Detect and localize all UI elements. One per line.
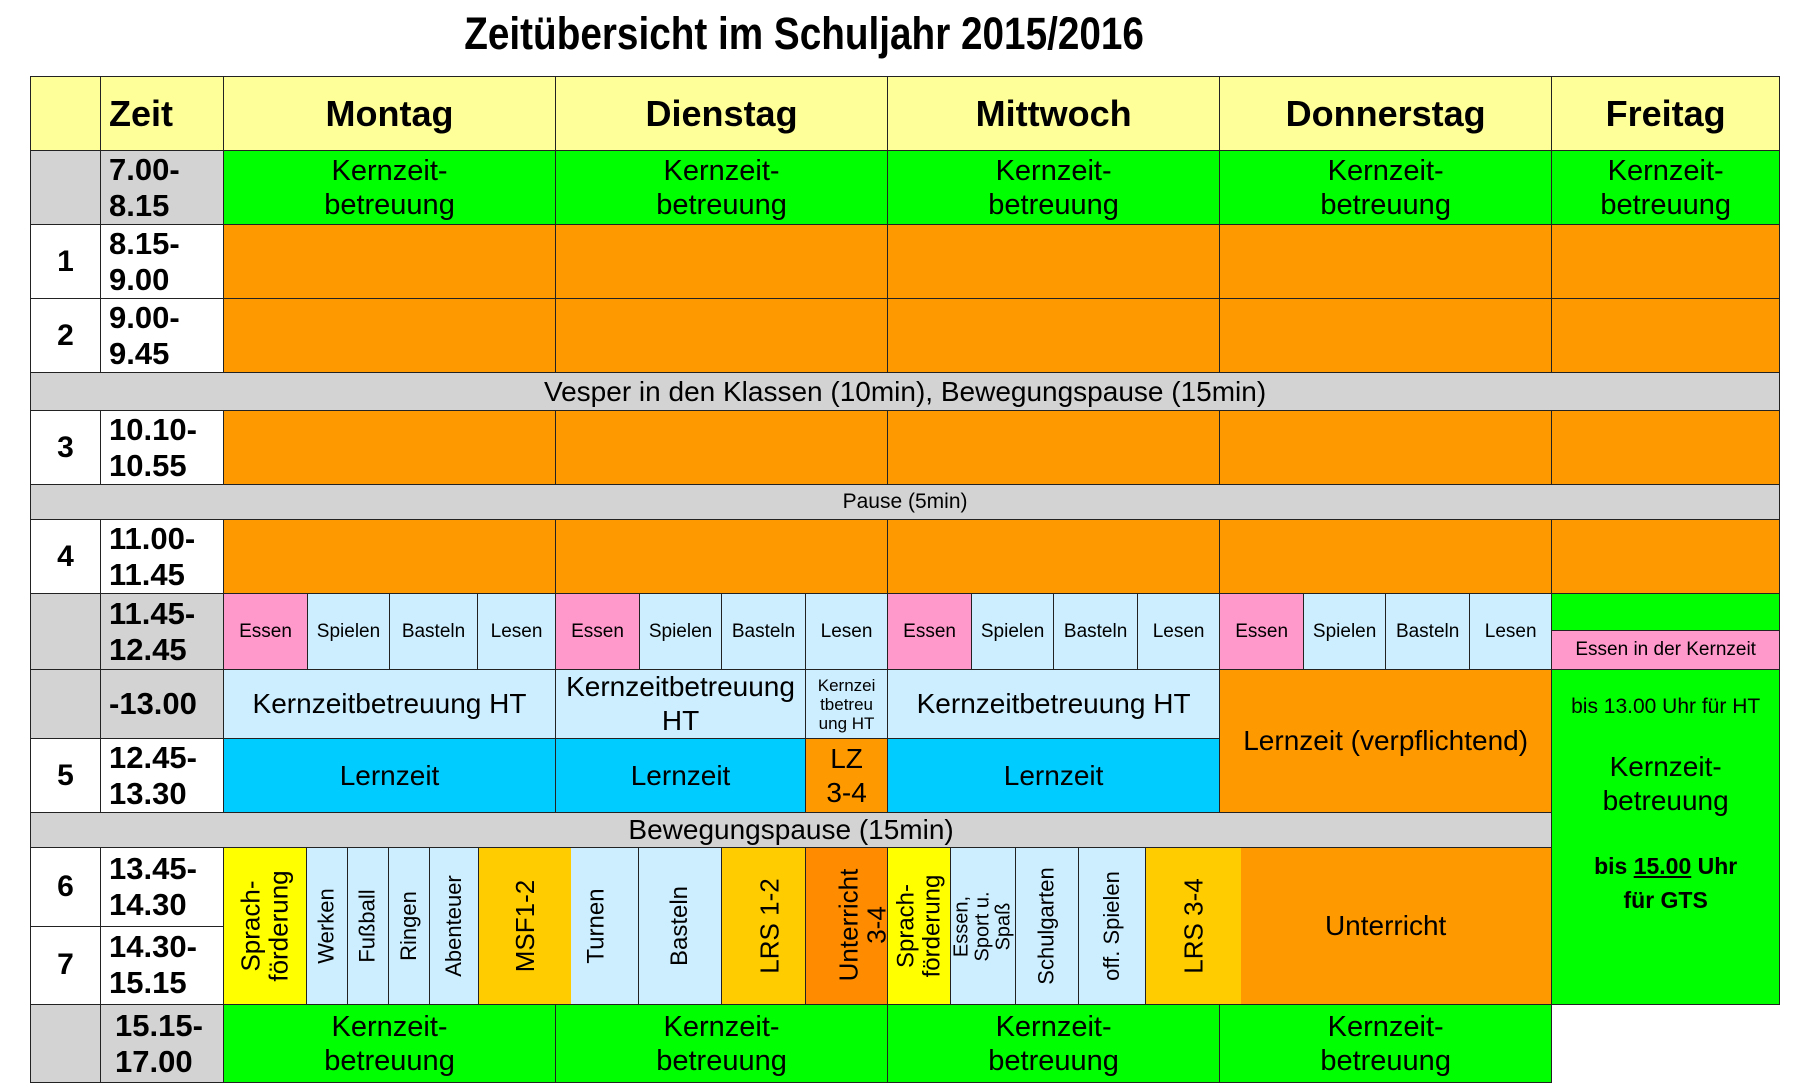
kzb-ht-mo: Kernzeitbetreuung HT (224, 670, 556, 739)
lunch-basteln: Basteln (1054, 594, 1138, 670)
lesson-cell (224, 299, 556, 373)
lunch-essen: Essen (224, 594, 308, 670)
lunch-essen: Essen (556, 594, 640, 670)
header-donnerstag: Donnerstag (1220, 77, 1552, 151)
row-15-15 (31, 1005, 1780, 1083)
row-number: 1 (31, 225, 101, 299)
kernzeit-do: Kernzeit- betreuung (1220, 151, 1552, 225)
lesson-cell (556, 411, 888, 485)
lesson-cell (224, 225, 556, 299)
lernzeit-mo: Lernzeit (224, 739, 556, 813)
mo-fussball: Fußball (348, 848, 389, 1004)
do-unterricht: Unterricht (1220, 848, 1552, 1005)
lunch-spielen: Spielen (640, 594, 722, 670)
lesson-cell (224, 520, 556, 594)
mi-sprachfoerderung: Sprach- förderung (888, 848, 951, 1004)
time-cell: 8.15- 9.00 (101, 225, 224, 299)
row-number: 7 (31, 926, 101, 1005)
row-pause (31, 485, 1780, 520)
row-bewegungspause (31, 813, 1780, 848)
lesson-cell (888, 225, 1220, 299)
kzb-ht-di: Kernzeitbetreuung HT (556, 670, 806, 739)
kzb-ht-di-small: Kernzei tbetreu ung HT (806, 670, 888, 739)
lesson-cell (888, 520, 1220, 594)
header-freitag: Freitag (1552, 77, 1780, 151)
header-montag: Montag (224, 77, 556, 151)
lesson-cell (888, 411, 1220, 485)
lunch-spielen: Spielen (308, 594, 390, 670)
row-number: 3 (31, 411, 101, 485)
row-13-00 (31, 670, 1780, 739)
pause-band: Pause (5min) (31, 485, 1780, 520)
lesson-cell (1552, 225, 1780, 299)
row-number: 5 (31, 739, 101, 813)
lunch-essen: Essen (888, 594, 972, 670)
row-number (31, 151, 101, 225)
di-basteln: Basteln (666, 885, 694, 967)
page-title: Zeitübersicht im Schuljahr 2015/2016 (464, 8, 1144, 59)
vesper-band: Vesper in den Klassen (10min), Bewegungspause (15min) (31, 373, 1780, 411)
lesson-cell (224, 411, 556, 485)
lesson-cell (556, 520, 888, 594)
time-cell: 10.10- 10.55 (101, 411, 224, 485)
lesson-cell (556, 225, 888, 299)
lunch-basteln: Basteln (722, 594, 806, 670)
kzb-ht-mi: Kernzeitbetreuung HT (888, 670, 1220, 739)
freitag-essen: Essen in der Kernzeit (1552, 631, 1779, 669)
lernzeit-di: Lernzeit (556, 739, 806, 813)
lunch-basteln: Basteln (390, 594, 478, 670)
mo-msf: MSF1-2 (479, 848, 571, 1004)
row-vesper (31, 373, 1780, 411)
row-lesson-1 (31, 225, 1780, 299)
row-number (31, 594, 101, 670)
lesson-cell (556, 299, 888, 373)
kernzeit-mi: Kernzeit- betreuung (888, 151, 1220, 225)
header-dienstag: Dienstag (556, 77, 888, 151)
time-cell: 11.45- 12.45 (101, 594, 224, 670)
lz-3-4: LZ 3-4 (806, 739, 888, 813)
row-number (31, 1005, 101, 1083)
kernzeit-di-pm: Kernzeit- betreuung (556, 1005, 888, 1083)
lunch-lesen: Lesen (1470, 594, 1552, 670)
di-turnen-basteln (556, 848, 722, 1005)
time-cell: 9.00- 9.45 (101, 299, 224, 373)
time-cell: 14.30- 15.15 (101, 926, 224, 1005)
lunch-lesen: Lesen (1138, 594, 1220, 670)
kernzeit-fr: Kernzeit- betreuung (1552, 151, 1780, 225)
time-cell: 13.45- 14.30 (101, 848, 224, 927)
empty-cell (1552, 1005, 1780, 1083)
kernzeit-mo: Kernzeit- betreuung (224, 151, 556, 225)
lunch-essen: Essen (1220, 594, 1304, 670)
mi-offene-spielen: off. Spielen (1079, 848, 1146, 1004)
mo-afternoon (224, 848, 556, 1005)
mo-werken: Werken (307, 848, 348, 1004)
lesson-cell (1220, 411, 1552, 485)
lunch-lesen: Lesen (478, 594, 556, 670)
bewegungspause-band: Bewegungspause (15min) (31, 813, 1552, 848)
row-lesson-3 (31, 411, 1780, 485)
time-cell: -13.00 (101, 670, 224, 739)
time-cell: 7.00- 8.15 (101, 151, 224, 225)
time-cell: 12.45- 13.30 (101, 739, 224, 813)
lesson-cell (1552, 411, 1780, 485)
header-mittwoch: Mittwoch (888, 77, 1220, 151)
time-cell: 11.00- 11.45 (101, 520, 224, 594)
lernzeit-mi: Lernzeit (888, 739, 1220, 813)
lunch-lesen: Lesen (806, 594, 888, 670)
mi-afternoon (888, 848, 1220, 1005)
di-lrs-1-2: LRS 1-2 (722, 848, 806, 1005)
header-row (31, 77, 1780, 151)
freitag-afternoon: bis 13.00 Uhr für HT Kernzeit- betreuung bis 15.00 Uhr für GTS (1552, 670, 1780, 1005)
lunch-spielen: Spielen (1304, 594, 1386, 670)
header-zeit: Zeit (101, 77, 224, 151)
mi-lrs-3-4: LRS 3-4 (1146, 848, 1241, 1004)
mo-sprachfoerderung: Sprach- förderung (224, 848, 307, 1004)
kernzeit-do-pm: Kernzeit- betreuung (1220, 1005, 1552, 1083)
mo-ringen: Ringen (389, 848, 430, 1004)
row-7-00 (31, 151, 1780, 225)
schedule-table (30, 76, 1780, 1083)
mi-schulgarten: Schulgarten (1016, 848, 1079, 1004)
row-lunch (31, 594, 1780, 670)
lesson-cell (1220, 225, 1552, 299)
row-number (31, 670, 101, 739)
lesson-cell (1552, 520, 1780, 594)
kernzeit-mo-pm: Kernzeit- betreuung (224, 1005, 556, 1083)
kernzeit-mi-pm: Kernzeit- betreuung (888, 1005, 1220, 1083)
lesson-cell (1220, 299, 1552, 373)
row-lesson-6 (31, 848, 1780, 927)
di-unterricht-3-4: Unterricht 3-4 (806, 848, 888, 1005)
row-number: 6 (31, 848, 101, 927)
lesson-cell (1220, 520, 1552, 594)
di-turnen: Turnen (556, 848, 639, 1004)
lesson-cell (888, 299, 1220, 373)
header-num (31, 77, 101, 151)
lunch-spielen: Spielen (972, 594, 1054, 670)
row-lesson-2 (31, 299, 1780, 373)
row-number: 2 (31, 299, 101, 373)
freitag-lunch-cell (1552, 594, 1780, 670)
row-number: 4 (31, 520, 101, 594)
lernzeit-verpflichtend: Lernzeit (verpflichtend) (1220, 670, 1552, 813)
row-lesson-4 (31, 520, 1780, 594)
mo-abenteuer: Abenteuer (430, 848, 479, 1004)
lunch-basteln: Basteln (1386, 594, 1470, 670)
kernzeit-di: Kernzeit- betreuung (556, 151, 888, 225)
lesson-cell (1552, 299, 1780, 373)
mi-essen-sport: Essen, Sport u. Spaß (951, 848, 1016, 1004)
time-cell: 15.15- 17.00 (101, 1005, 224, 1083)
